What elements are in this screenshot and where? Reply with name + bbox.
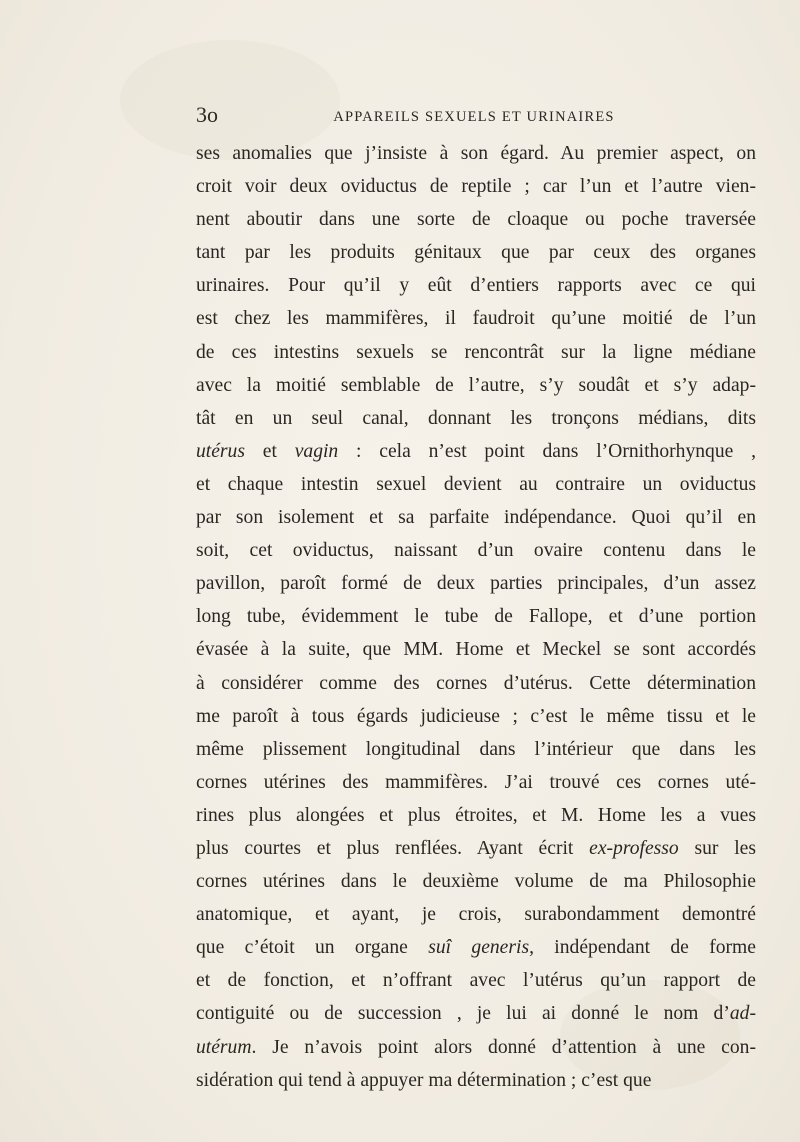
text-line	[196, 402, 756, 435]
page-header	[196, 100, 756, 130]
text-run: tât en un seul canal, donnant les tronçons médians, dits	[196, 407, 756, 429]
text-run: anatomique, et ayant, je crois, surabondamment demontré	[196, 904, 756, 926]
text-line	[196, 600, 756, 633]
body-text	[196, 137, 756, 1097]
italic-term: ex-professo	[589, 837, 679, 859]
text-line	[196, 633, 756, 666]
text-line	[196, 1031, 756, 1064]
text-run: long tube, évidemment le tube de Fallope, et d’une portion	[196, 606, 756, 628]
text-line	[196, 203, 756, 236]
page-number: 3o	[196, 102, 218, 127]
text-run: tant par les produits génitaux que par ceux des organes	[196, 242, 756, 264]
italic-term: suî generis	[428, 937, 530, 959]
text-run: sidération qui tend à appuyer ma détermination ; c’est que	[196, 1069, 652, 1091]
text-line	[196, 137, 756, 170]
text-line	[196, 700, 756, 733]
text-line	[196, 468, 756, 501]
text-line	[196, 667, 756, 700]
text-line	[196, 534, 756, 567]
text-run: de ces intestins sexuels se rencontrât sur la ligne médiane	[196, 341, 756, 363]
text-run: nent aboutir dans une sorte de cloaque ou poche traversée	[196, 209, 756, 231]
italic-term: vagin	[294, 440, 339, 462]
text-line	[196, 1064, 756, 1097]
text-line	[196, 832, 756, 865]
text-run: soit, cet oviductus, naissant d’un ovaire contenu dans le	[196, 540, 756, 562]
text-run: cornes utérines des mammifères. J’ai trouvé ces cornes uté-	[196, 771, 756, 793]
text-line	[196, 733, 756, 766]
text-run: , indépendant de forme	[529, 937, 756, 959]
italic-term: utérus	[196, 440, 245, 462]
italic-term: ad-	[729, 1003, 756, 1025]
text-line	[196, 435, 756, 468]
text-line	[196, 931, 756, 964]
text-run: et de fonction, et n’offrant avec l’utérus qu’un rapport de	[196, 970, 756, 992]
text-run: par son isolement et sa parfaite indépendance. Quoi qu’il en	[196, 507, 756, 529]
text-line	[196, 336, 756, 369]
text-line	[196, 997, 756, 1030]
text-run: que c’étoit un organe	[196, 937, 429, 959]
text-run: me paroît à tous égards judicieuse ; c’est le même tissu et le	[196, 705, 756, 727]
text-run: cornes utérines dans le deuxième volume de ma Philosophie	[196, 871, 756, 893]
text-run: urinaires. Pour qu’il y eût d’entiers rapports avec ce qui	[196, 275, 756, 297]
text-run: et chaque intestin sexuel devient au contraire un oviductus	[196, 473, 756, 495]
text-run: . Je n’avois point alors donné d’attention à une con-	[251, 1036, 756, 1058]
italic-term: utérum	[196, 1036, 252, 1058]
text-run: est chez les mammifères, il faudroit qu’une moitié de l’un	[196, 308, 756, 330]
text-run: contiguité ou de succession , je lui ai donné le nom d’	[196, 1003, 730, 1025]
text-run: ses anomalies que j’insiste à son égard. Au premier aspect, on	[196, 143, 756, 164]
text-run: avec la moitié semblable de l’autre, s’y soudât et s’y adap-	[196, 374, 756, 396]
text-line	[196, 964, 756, 997]
text-run: : cela n’est point dans l’Ornithorhynque ,	[338, 440, 757, 462]
text-run: rines plus alongées et plus étroites, et M. Home les a vues	[196, 804, 756, 826]
text-line	[196, 501, 756, 534]
text-run: évasée à la suite, que MM. Home et Meckel se sont accordés	[196, 639, 756, 661]
running-head: APPAREILS SEXUELS ET URINAIRES	[333, 109, 615, 125]
text-line	[196, 236, 756, 269]
text-line	[196, 369, 756, 402]
text-line	[196, 799, 756, 832]
text-line	[196, 865, 756, 898]
text-line	[196, 269, 756, 302]
text-run: croit voir deux oviductus de reptile ; car l’un et l’autre vien-	[196, 176, 756, 198]
text-run: même plissement longitudinal dans l’intérieur que dans les	[196, 738, 756, 760]
text-run: et	[244, 440, 295, 462]
text-line	[196, 567, 756, 600]
text-line	[196, 170, 756, 203]
text-line	[196, 898, 756, 931]
text-run: à considérer comme des cornes d’utérus. Cette détermination	[196, 672, 756, 694]
text-run: sur les	[678, 837, 756, 859]
text-run: pavillon, paroît formé de deux parties principales, d’un assez	[196, 573, 756, 595]
text-line	[196, 766, 756, 799]
text-line	[196, 302, 756, 335]
text-run: plus courtes et plus renflées. Ayant écrit	[196, 837, 590, 859]
